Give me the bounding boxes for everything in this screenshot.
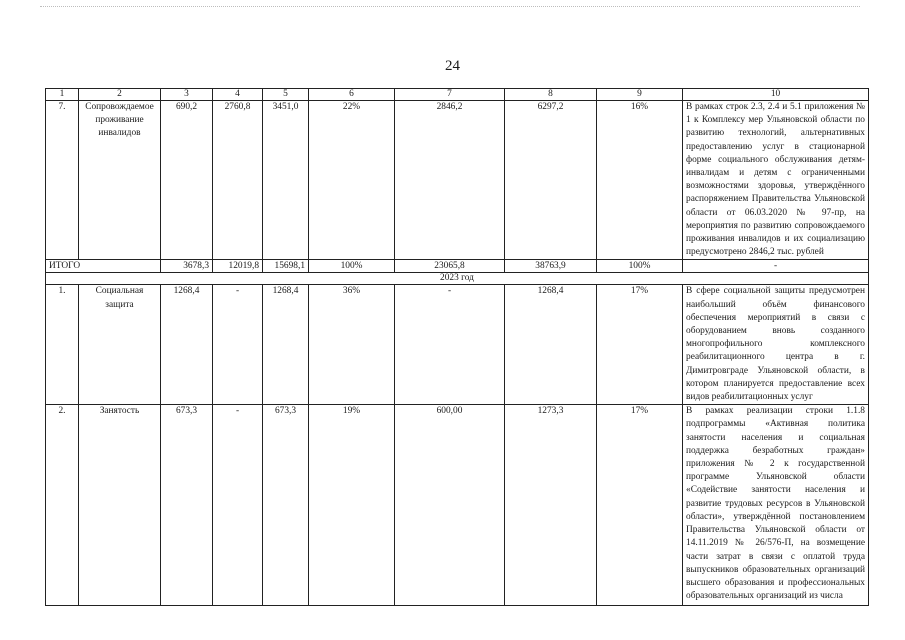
budget-table [45,88,869,606]
col-header: 8 [505,89,597,101]
total-value: 12019,8 [213,260,263,273]
cell-value: 3451,0 [263,101,309,260]
cell-value: 2846,2 [395,101,505,260]
col-header: 1 [46,89,79,101]
cell-value: 22% [309,101,395,260]
col-header: 4 [213,89,263,101]
year-label: 2023 год [46,273,869,285]
col-header: 9 [597,89,683,101]
cell-value: - [213,405,263,606]
total-value: 15698,1 [263,260,309,273]
scan-edge-dots [40,6,860,7]
row-description: В сфере социальной защиты предусмотрен наибольший объём финансового обеспечения мероприятий в связи с оборудованием вновь созданного многопрофильного комплексного реабилитационного центра в г. Димитровграде Ульяновской области, в котором планируется предоставление всех видов реабилитационных услуг [683,285,869,405]
cell-value: 19% [309,405,395,606]
cell-value: 690,2 [161,101,213,260]
cell-value: 673,3 [161,405,213,606]
cell-value: 36% [309,285,395,405]
cell-value: 6297,2 [505,101,597,260]
cell-value: - [213,285,263,405]
cell-value: 1268,4 [161,285,213,405]
col-header: 3 [161,89,213,101]
cell-value: 17% [597,405,683,606]
total-value: 38763,9 [505,260,597,273]
row-number: 7. [46,101,79,260]
col-header: 5 [263,89,309,101]
col-header: 10 [683,89,869,101]
row-name: Социальная защита [79,285,161,405]
cell-value: 2760,8 [213,101,263,260]
col-header: 2 [79,89,161,101]
row-name: Занятость [79,405,161,606]
row-description: В рамках реализации строки 1.1.8 подпрограммы «Активная политика занятости населения и социальная поддержка безработных граждан» приложения № 2 к государственной программе Ульяновской области «Содействие занятости населения и развитие трудовых ресурсов в Ульяновской области», утверждённой постановлением Правительства Ульяновской области от 14.11.2019 № 26/576-П, на возмещение части затрат в связи с оплатой труда выпускников образовательных организаций высшего образования и профессиональных образовательных организаций из числа [683,405,869,606]
table-row [46,101,869,260]
total-value: 100% [309,260,395,273]
total-value: 3678,3 [161,260,213,273]
col-header: 7 [395,89,505,101]
row-description: В рамках строк 2.3, 2.4 и 5.1 приложения № 1 к Комплексу мер Ульяновской области по развитию технологий, альтернативных предоставлению услуг в стационарной форме социального обслуживания детям-инвалидам и детям с ограниченными возможностями здоровья, утверждённого распоряжением Правительства Ульяновской области от 06.03.2020 № 97-пр, на мероприятия по развитию сопровождаемого проживания инвалидов и их социализацию предусмотрено 2846,2 тыс. рублей [683,101,869,260]
cell-value: 17% [597,285,683,405]
column-number-row [46,89,869,101]
cell-value: 1273,3 [505,405,597,606]
row-number: 2. [46,405,79,606]
cell-value: 673,3 [263,405,309,606]
row-number: 1. [46,285,79,405]
total-value: 100% [597,260,683,273]
cell-value: 16% [597,101,683,260]
table-row [46,405,869,606]
total-value: - [683,260,869,273]
col-header: 6 [309,89,395,101]
total-row [46,260,869,273]
table-row [46,285,869,405]
page-number: 24 [445,58,460,74]
row-name: Сопровождаемое проживание инвалидов [79,101,161,260]
cell-value: 1268,4 [505,285,597,405]
cell-value: - [395,285,505,405]
cell-value: 1268,4 [263,285,309,405]
cell-value: 600,00 [395,405,505,606]
year-section-row [46,273,869,285]
total-label: ИТОГО [46,260,161,273]
total-value: 23065,8 [395,260,505,273]
